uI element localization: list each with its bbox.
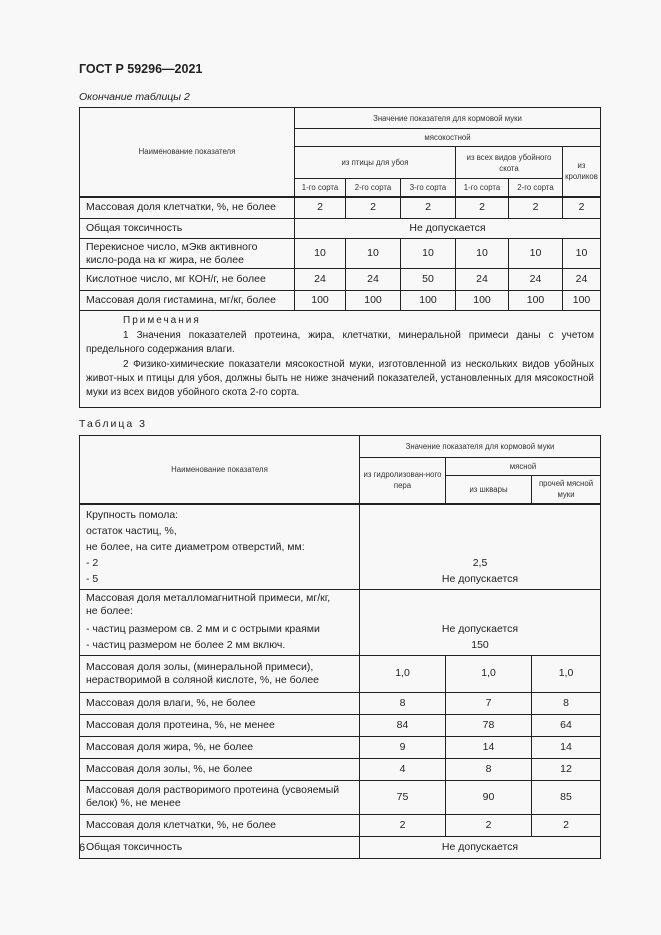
cell: 2 (456, 197, 509, 219)
row-name-grind (80, 504, 360, 590)
value: Не допускается (441, 572, 519, 585)
row-name: Массовая доля клетчатки, %, не более (80, 197, 295, 219)
cell: 10 (563, 239, 601, 269)
row-name: Массовая доля протеина, %, не менее (80, 714, 360, 736)
table-row (80, 589, 601, 655)
table3-caption: Таблица 3 (79, 418, 147, 430)
cell: 24 (509, 269, 563, 291)
notes (80, 311, 601, 408)
table-row (80, 269, 601, 291)
grade-header: 2-го сорта (346, 179, 401, 197)
cell: 14 (532, 736, 601, 758)
cell: 24 (456, 269, 509, 291)
row-name: Массовая доля золы, %, не более (80, 758, 360, 780)
column-header-shkvara: из шквары (446, 476, 532, 504)
table-row (80, 655, 601, 692)
table-row (80, 504, 601, 590)
cell: 2 (346, 197, 401, 219)
grade-header: 1-го сорта (295, 179, 346, 197)
row-name: Общая токсичность (80, 219, 295, 239)
column-header-other: прочей мясной муки (532, 476, 601, 504)
grade-header: 2-го сорта (509, 179, 563, 197)
cell: 8 (446, 758, 532, 780)
cell: 64 (532, 714, 601, 736)
value-header: Значение показателя для кормовой муки (295, 108, 601, 129)
row-name: Массовая доля клетчатки, %, не более (80, 814, 360, 836)
row-name: Массовая доля жира, %, не более (80, 736, 360, 758)
note-item: 2 Физико-химические показатели мясокостной муки, изготовленной из нескольких видов убойных живот-ных и птицы для убоя, должны быть не ниже значений показателей, установленных для мясокостной муки из всех видов убойного скота 2-го сорта. (86, 359, 594, 398)
line: - частиц размером св. 2 мм и с острыми краями (86, 622, 320, 635)
table-3 (79, 435, 601, 859)
cell-merged (360, 589, 601, 655)
grade-header: 3-го сорта (401, 179, 456, 197)
line: - частиц размером не более 2 мм включ. (86, 638, 286, 651)
row-name: Массовая доля гистамина, мг/кг, более (80, 291, 295, 311)
cell: 9 (360, 736, 446, 758)
cell: 24 (563, 269, 601, 291)
cell: 84 (360, 714, 446, 736)
value: 150 (471, 638, 489, 651)
notes-title: Примечания (123, 315, 201, 326)
subgroup-poultry: из птицы для убоя (295, 147, 456, 179)
cell: 2 (509, 197, 563, 219)
table-row (80, 291, 601, 311)
value: 2,5 (472, 556, 488, 569)
cell: 2 (532, 814, 601, 836)
cell: 1,0 (532, 655, 601, 692)
cell: 100 (401, 291, 456, 311)
note-item: 1 Значения показателей протеина, жира, клетчатки, минеральной примеси даны с учетом предельного содержания влаги. (86, 330, 594, 355)
line: Крупность помола: (86, 508, 179, 521)
cell-merged: Не допускается (295, 219, 601, 239)
table-row (80, 736, 601, 758)
cell: 100 (563, 291, 601, 311)
cell-merged: Не допускается (360, 836, 601, 858)
cell: 2 (446, 814, 532, 836)
cell: 24 (295, 269, 346, 291)
table-row (80, 758, 601, 780)
cell: 90 (446, 780, 532, 814)
table-row (80, 780, 601, 814)
cell: 7 (446, 692, 532, 714)
value-header: Значение показателя для кормовой муки (360, 436, 601, 458)
group-header: мясокостной (295, 129, 601, 147)
cell: 100 (346, 291, 401, 311)
column-header-name: Наименование показателя (80, 436, 360, 504)
cell: 10 (509, 239, 563, 269)
table-row (80, 692, 601, 714)
table-row (80, 814, 601, 836)
cell: 8 (532, 692, 601, 714)
cell: 75 (360, 780, 446, 814)
cell-merged (360, 504, 601, 590)
cell: 50 (401, 269, 456, 291)
column-header-feather: из гидролизован-ного пера (360, 458, 446, 504)
line: - 2 (86, 556, 99, 569)
cell: 100 (456, 291, 509, 311)
line: остаток частиц, %, (86, 524, 177, 537)
cell: 10 (456, 239, 509, 269)
table-row (80, 239, 601, 269)
row-name: Массовая доля золы, (минеральной примеси), нерастворимой в соляной кислоте, %, не более (80, 655, 360, 692)
cell: 2 (295, 197, 346, 219)
cell: 10 (295, 239, 346, 269)
line: не более: (86, 604, 133, 617)
line: Массовая доля металломагнитной примеси, мг/кг, (86, 591, 331, 604)
value: Не допускается (441, 622, 519, 635)
column-header-name: Наименование показателя (80, 108, 295, 197)
row-name: Перекисное число, мЭкв активного кисло-рода на кг жира, не более (80, 239, 295, 269)
notes-row (80, 311, 601, 408)
cell: 78 (446, 714, 532, 736)
table2-caption: Окончание таблицы 2 (79, 91, 190, 103)
line: - 5 (86, 572, 99, 585)
cell: 10 (401, 239, 456, 269)
line: не более, на сите диаметром отверстий, мм: (86, 540, 305, 553)
cell: 10 (346, 239, 401, 269)
subgroup-livestock: из всех видов убойного скота (456, 147, 563, 179)
cell: 12 (532, 758, 601, 780)
cell: 100 (295, 291, 346, 311)
table-row (80, 714, 601, 736)
row-name: Массовая доля влаги, %, не более (80, 692, 360, 714)
cell: 2 (563, 197, 601, 219)
cell: 2 (401, 197, 456, 219)
cell: 2 (360, 814, 446, 836)
document-title: ГОСТ Р 59296—2021 (79, 62, 203, 76)
cell: 4 (360, 758, 446, 780)
cell: 85 (532, 780, 601, 814)
cell: 1,0 (446, 655, 532, 692)
cell: 14 (446, 736, 532, 758)
table-row (80, 219, 601, 239)
cell: 24 (346, 269, 401, 291)
table-row (80, 197, 601, 219)
subgroup-rabbits: из кроликов (563, 147, 601, 197)
row-name: Кислотное число, мг КОН/г, не более (80, 269, 295, 291)
row-name-metal (80, 589, 360, 655)
group-header-meat: мясной (446, 458, 601, 476)
grade-header: 1-го сорта (456, 179, 509, 197)
cell: 100 (509, 291, 563, 311)
row-name: Массовая доля растворимого протеина (усвояемый белок) %, не менее (80, 780, 360, 814)
cell: 1,0 (360, 655, 446, 692)
table-row (80, 836, 601, 858)
row-name: Общая токсичность (80, 836, 360, 858)
cell: 8 (360, 692, 446, 714)
page-number: 6 (79, 842, 86, 854)
table-2 (79, 107, 601, 408)
